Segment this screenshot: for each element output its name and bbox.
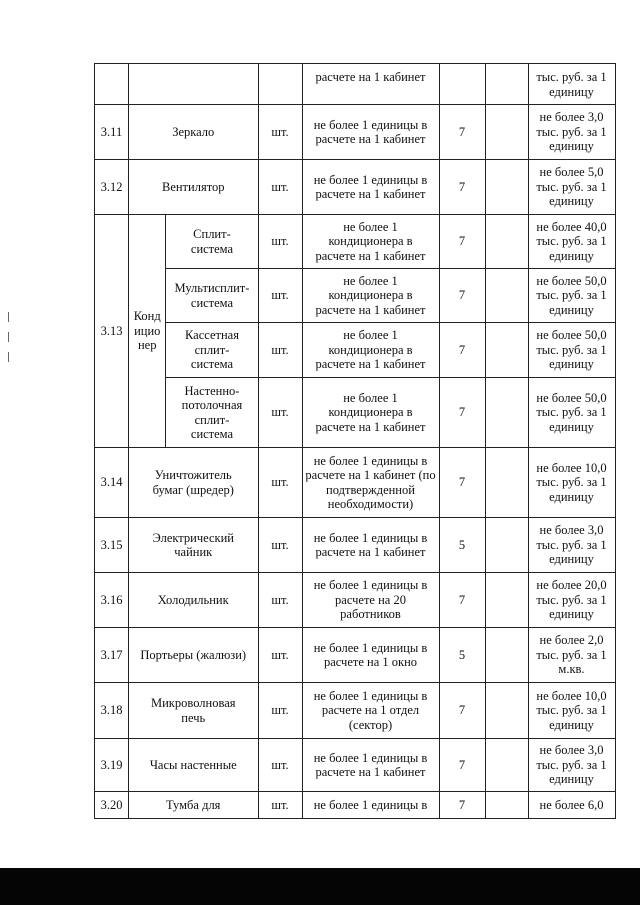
num-cell: 3.13 [95, 215, 129, 448]
norm-cell: расчете на 1 кабинет [302, 64, 439, 105]
price-cell: не более 50,0 тыс. руб. за 1 единицу [528, 323, 615, 378]
num-cell [95, 64, 129, 105]
group-cell: Конд ицио нер [129, 215, 166, 448]
unit-cell: шт. [258, 573, 302, 628]
unit-cell: шт. [258, 269, 302, 323]
name-cell: Портьеры (жалюзи) [129, 628, 259, 683]
subname-cell: Настенно-потолочная сплит-система [166, 378, 258, 448]
extra-cell [485, 64, 528, 105]
table-row [95, 105, 616, 160]
qty-cell: 7 [439, 448, 485, 518]
table-row [95, 518, 616, 573]
subname-cell: Сплит-система [166, 215, 258, 269]
table-row [95, 683, 616, 739]
margin-mark [8, 332, 9, 342]
qty-cell: 5 [439, 628, 485, 683]
unit-cell: шт. [258, 628, 302, 683]
unit-cell: шт. [258, 105, 302, 160]
unit-cell: шт. [258, 323, 302, 378]
extra-cell [485, 378, 528, 448]
price-cell: не более 20,0 тыс. руб. за 1 единицу [528, 573, 615, 628]
unit-cell: шт. [258, 160, 302, 215]
extra-cell [485, 269, 528, 323]
qty-cell: 5 [439, 518, 485, 573]
price-cell: не более 50,0 тыс. руб. за 1 единицу [528, 269, 615, 323]
table-row [95, 215, 616, 269]
norm-cell: не более 1 кондиционера в расчете на 1 кабинет [302, 378, 439, 448]
unit-cell: шт. [258, 378, 302, 448]
extra-cell [485, 160, 528, 215]
extra-cell [485, 628, 528, 683]
unit-cell: шт. [258, 448, 302, 518]
subname-cell: Кассетная сплит-система [166, 323, 258, 378]
extra-cell [485, 739, 528, 792]
qty-cell: 7 [439, 215, 485, 269]
margin-mark [8, 352, 9, 362]
num-cell: 3.14 [95, 448, 129, 518]
name-cell: Микроволновая печь [129, 683, 259, 739]
qty-cell: 7 [439, 105, 485, 160]
price-cell: не более 10,0 тыс. руб. за 1 единицу [528, 683, 615, 739]
name-cell: Тумба для [129, 792, 259, 819]
price-cell: не более 2,0 тыс. руб. за 1 м.кв. [528, 628, 615, 683]
norm-cell: не более 1 единицы в расчете на 1 кабинет [302, 739, 439, 792]
price-cell: не более 6,0 [528, 792, 615, 819]
norms-table [94, 63, 616, 819]
norm-cell: не более 1 единицы в расчете на 20 работников [302, 573, 439, 628]
norm-cell: не более 1 единицы в расчете на 1 окно [302, 628, 439, 683]
price-cell: не более 3,0 тыс. руб. за 1 единицу [528, 739, 615, 792]
price-cell: не более 40,0 тыс. руб. за 1 единицу [528, 215, 615, 269]
price-cell: не более 50,0 тыс. руб. за 1 единицу [528, 378, 615, 448]
extra-cell [485, 448, 528, 518]
norm-cell: не более 1 единицы в расчете на 1 кабинет [302, 160, 439, 215]
extra-cell [485, 323, 528, 378]
table-row [95, 448, 616, 518]
qty-cell: 7 [439, 739, 485, 792]
unit-cell: шт. [258, 792, 302, 819]
subname-cell: Мультисплит-система [166, 269, 258, 323]
table-row [95, 378, 616, 448]
num-cell: 3.16 [95, 573, 129, 628]
name-cell: Электрический чайник [129, 518, 259, 573]
unit-cell: шт. [258, 518, 302, 573]
table-row [95, 739, 616, 792]
price-cell: не более 10,0 тыс. руб. за 1 единицу [528, 448, 615, 518]
price-cell: не более 3,0 тыс. руб. за 1 единицу [528, 105, 615, 160]
table-row [95, 269, 616, 323]
num-cell: 3.17 [95, 628, 129, 683]
name-cell: Часы настенные [129, 739, 259, 792]
table-row [95, 160, 616, 215]
unit-cell: шт. [258, 683, 302, 739]
norm-cell: не более 1 кондиционера в расчете на 1 кабинет [302, 323, 439, 378]
table-row [95, 573, 616, 628]
extra-cell [485, 518, 528, 573]
qty-cell: 7 [439, 378, 485, 448]
qty-cell [439, 64, 485, 105]
margin-mark [8, 312, 9, 322]
table-row [95, 792, 616, 819]
price-cell: тыс. руб. за 1 единицу [528, 64, 615, 105]
table-row [95, 323, 616, 378]
price-cell: не более 5,0 тыс. руб. за 1 единицу [528, 160, 615, 215]
qty-cell: 7 [439, 269, 485, 323]
num-cell: 3.19 [95, 739, 129, 792]
norm-cell: не более 1 единицы в [302, 792, 439, 819]
price-cell: не более 3,0 тыс. руб. за 1 единицу [528, 518, 615, 573]
extra-cell [485, 105, 528, 160]
qty-cell: 7 [439, 160, 485, 215]
qty-cell: 7 [439, 323, 485, 378]
scan-edge-bar [0, 868, 640, 905]
name-cell: Вентилятор [129, 160, 259, 215]
norm-cell: не более 1 единицы в расчете на 1 кабинет [302, 518, 439, 573]
norm-cell: не более 1 единицы в расчете на 1 отдел (сектор) [302, 683, 439, 739]
num-cell: 3.12 [95, 160, 129, 215]
unit-cell: шт. [258, 739, 302, 792]
extra-cell [485, 573, 528, 628]
qty-cell: 7 [439, 683, 485, 739]
norm-cell: не более 1 единицы в расчете на 1 кабинет (по подтвержденной необходимости) [302, 448, 439, 518]
table-row-top [95, 64, 616, 105]
table-row [95, 628, 616, 683]
name-cell: Уничтожитель бумаг (шредер) [129, 448, 259, 518]
unit-cell: шт. [258, 215, 302, 269]
name-cell: Холодильник [129, 573, 259, 628]
unit-cell [258, 64, 302, 105]
num-cell: 3.18 [95, 683, 129, 739]
extra-cell [485, 792, 528, 819]
extra-cell [485, 683, 528, 739]
qty-cell: 7 [439, 792, 485, 819]
name-cell: Зеркало [129, 105, 259, 160]
name-cell [129, 64, 259, 105]
norm-cell: не более 1 единицы в расчете на 1 кабинет [302, 105, 439, 160]
qty-cell: 7 [439, 573, 485, 628]
num-cell: 3.20 [95, 792, 129, 819]
norm-cell: не более 1 кондиционера в расчете на 1 кабинет [302, 215, 439, 269]
norm-cell: не более 1 кондиционера в расчете на 1 кабинет [302, 269, 439, 323]
num-cell: 3.11 [95, 105, 129, 160]
num-cell: 3.15 [95, 518, 129, 573]
extra-cell [485, 215, 528, 269]
